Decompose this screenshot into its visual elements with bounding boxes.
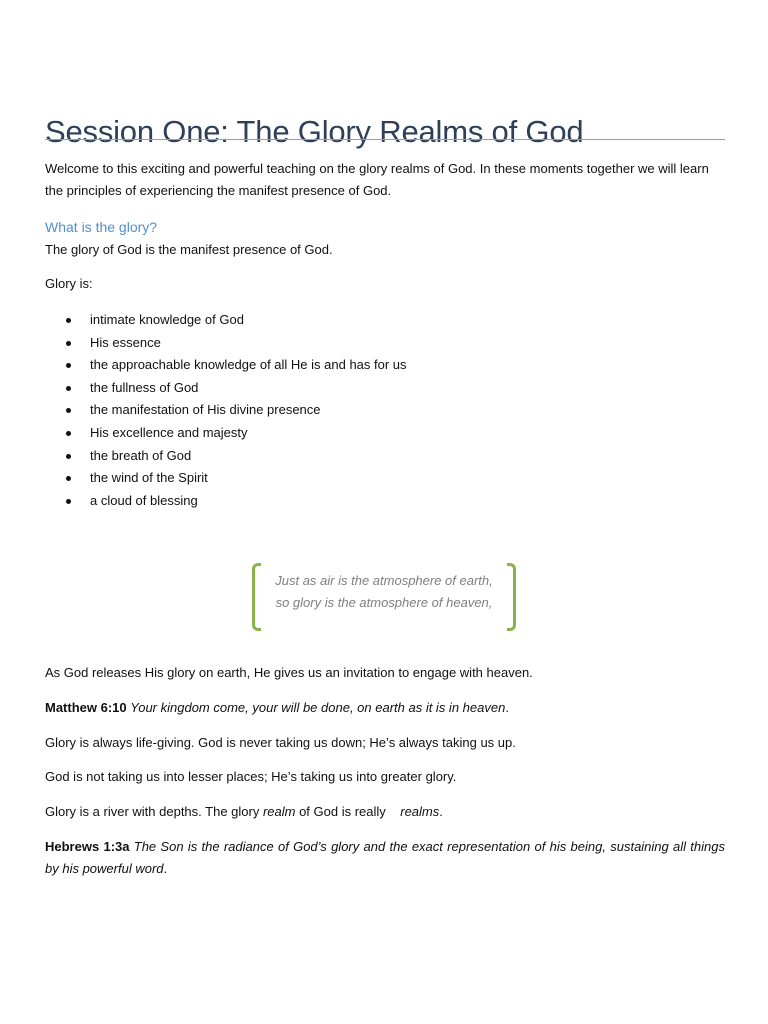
list-item: the wind of the Spirit — [45, 467, 407, 490]
list-item: the fullness of God — [45, 377, 407, 400]
pull-quote — [252, 563, 516, 629]
glory-bullet-list — [45, 309, 407, 512]
pull-quote-line: Just as air is the atmosphere of earth, — [275, 573, 493, 588]
list-item: the breath of God — [45, 445, 407, 468]
list-item: the manifestation of His divine presence — [45, 399, 407, 422]
bullet-icon — [66, 408, 71, 413]
glory-is-label: Glory is: — [45, 276, 93, 291]
verse-text: Your kingdom come, your will be done, on earth as it is in heaven — [130, 700, 506, 715]
bullet-icon — [66, 431, 71, 436]
river-paragraph: Glory is a river with depths. The glory realm of God is really realms. — [45, 804, 443, 819]
pull-quote-line: so glory is the atmosphere of heaven, — [275, 595, 493, 610]
section-heading: What is the glory? — [45, 219, 158, 235]
page-title: Session One: The Glory Realms of God — [45, 113, 584, 149]
lesser-places-paragraph: God is not taking us into lesser places; He’s taking us into greater glory. — [45, 769, 457, 784]
life-giving-paragraph: Glory is always life-giving. God is never taking us down; He’s always taking us up. — [45, 735, 516, 750]
list-item: intimate knowledge of God — [45, 309, 407, 332]
intro-paragraph: Welcome to this exciting and powerful teaching on the glory realms of God. In these moments together we will learn the principles of experiencing the manifest presence of God. — [45, 161, 709, 198]
title-underline — [45, 139, 725, 140]
definition-paragraph: The glory of God is the manifest presence of God. — [45, 242, 333, 257]
bullet-icon — [66, 386, 71, 391]
verse-text: The Son is the radiance of God’s glory and the exact representation of his being, sustaining all things by his powerful word — [45, 839, 725, 876]
bullet-icon — [66, 476, 71, 481]
bullet-icon — [66, 499, 71, 504]
bullet-icon — [66, 341, 71, 346]
list-item: the approachable knowledge of all He is and has for us — [45, 354, 407, 377]
pull-quote-text — [252, 570, 516, 614]
verse-reference: Matthew 6:10 — [45, 700, 127, 715]
list-item: a cloud of blessing — [45, 490, 407, 513]
hebrews-verse: Hebrews 1:3a The Son is the radiance of God’s glory and the exact representation of his being, sustaining all things by his powerful word. — [45, 839, 725, 876]
bullet-icon — [66, 318, 71, 323]
verse-reference: Hebrews 1:3a — [45, 839, 130, 854]
list-item: His essence — [45, 332, 407, 355]
matthew-verse: Matthew 6:10 Your kingdom come, your will be done, on earth as it is in heaven. — [45, 700, 509, 715]
releases-paragraph: As God releases His glory on earth, He gives us an invitation to engage with heaven. — [45, 665, 533, 680]
list-item: His excellence and majesty — [45, 422, 407, 445]
bullet-icon — [66, 454, 71, 459]
bullet-icon — [66, 363, 71, 368]
